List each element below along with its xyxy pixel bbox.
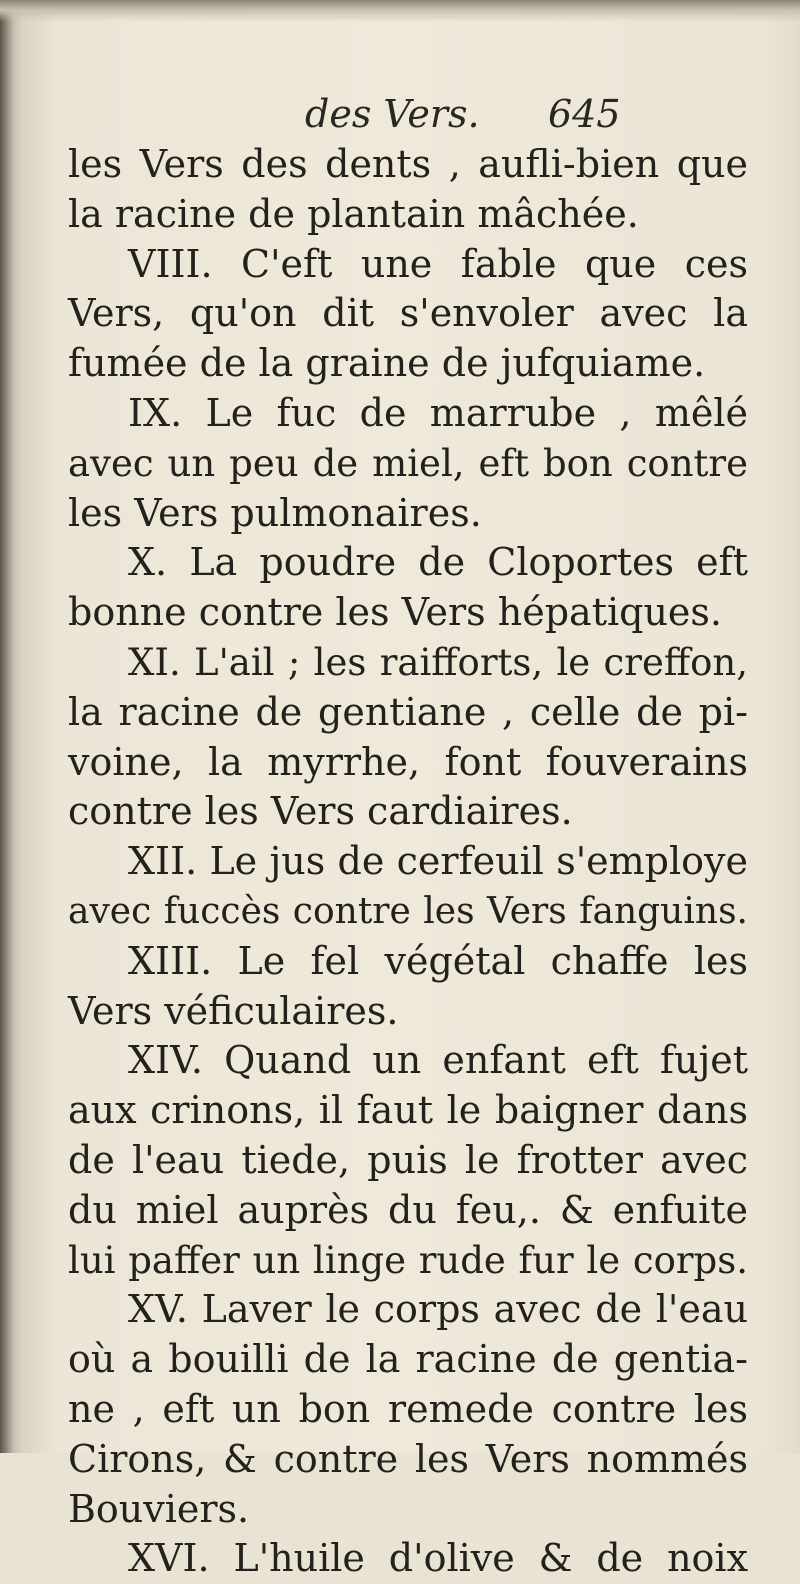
text-line: aux crinons, il faut le baigner dans bbox=[68, 1088, 748, 1133]
text-line: ne , eft un bon remede contre les bbox=[68, 1386, 748, 1431]
text-line: avec fuccès contre les Vers fanguins. bbox=[68, 890, 748, 932]
text-line: X. La poudre de Cloportes eft bbox=[128, 540, 748, 585]
page-header bbox=[0, 92, 800, 142]
text-line: IX. Le fuc de marrube , mêlé bbox=[128, 390, 748, 435]
running-title: des Vers. bbox=[305, 92, 480, 136]
text-line: la racine de plantain mâchée. bbox=[68, 191, 639, 236]
body-text bbox=[68, 140, 748, 1584]
text-line: la racine de gentiane , celle de pi- bbox=[68, 689, 748, 734]
text-line: Cirons, & contre les Vers nommés bbox=[68, 1436, 748, 1481]
page-binding-edge bbox=[0, 0, 22, 1453]
text-line: fumée de la graine de jufquiame. bbox=[68, 341, 706, 386]
text-line: XIV. Quand un enfant eft fujet bbox=[128, 1038, 748, 1083]
text-line: voine, la myrrhe, font fouverains bbox=[68, 739, 748, 784]
text-line: lui paffer un linge rude fur le corps. bbox=[68, 1238, 748, 1282]
text-line: Vers véficulaires. bbox=[68, 988, 399, 1033]
text-line: les Vers pulmonaires. bbox=[68, 490, 482, 535]
text-line: XII. Le jus de cerfeuil s'employe bbox=[128, 839, 748, 884]
text-line: Vers, qu'on dit s'envoler avec la bbox=[68, 291, 748, 336]
text-line: avec un peu de miel, eft bon contre bbox=[68, 441, 748, 485]
text-line: Bouviers. bbox=[68, 1486, 250, 1531]
text-line: bonne contre les Vers hépatiques. bbox=[68, 590, 722, 635]
text-line: XIII. Le fel végétal chaffe les bbox=[128, 938, 748, 983]
text-line: XI. L'ail ; les raifforts, le creffon, bbox=[128, 640, 748, 684]
page-top-shadow bbox=[0, 0, 800, 22]
page-number: 645 bbox=[548, 92, 621, 136]
text-line: de l'eau tiede, puis le frotter avec bbox=[68, 1137, 748, 1182]
text-line: où a bouilli de la racine de gentia- bbox=[68, 1337, 748, 1382]
text-line: XVI. L'huile d'olive & de noix bbox=[128, 1536, 748, 1581]
text-line: contre les Vers cardiaires. bbox=[68, 789, 573, 834]
text-line: les Vers des dents , aufli-bien que bbox=[68, 142, 748, 186]
text-line: XV. Laver le corps avec de l'eau bbox=[128, 1287, 748, 1332]
text-line: VIII. C'eft une fable que ces bbox=[128, 241, 748, 286]
text-line: du miel auprès du feu,. & enfuite bbox=[68, 1187, 748, 1232]
